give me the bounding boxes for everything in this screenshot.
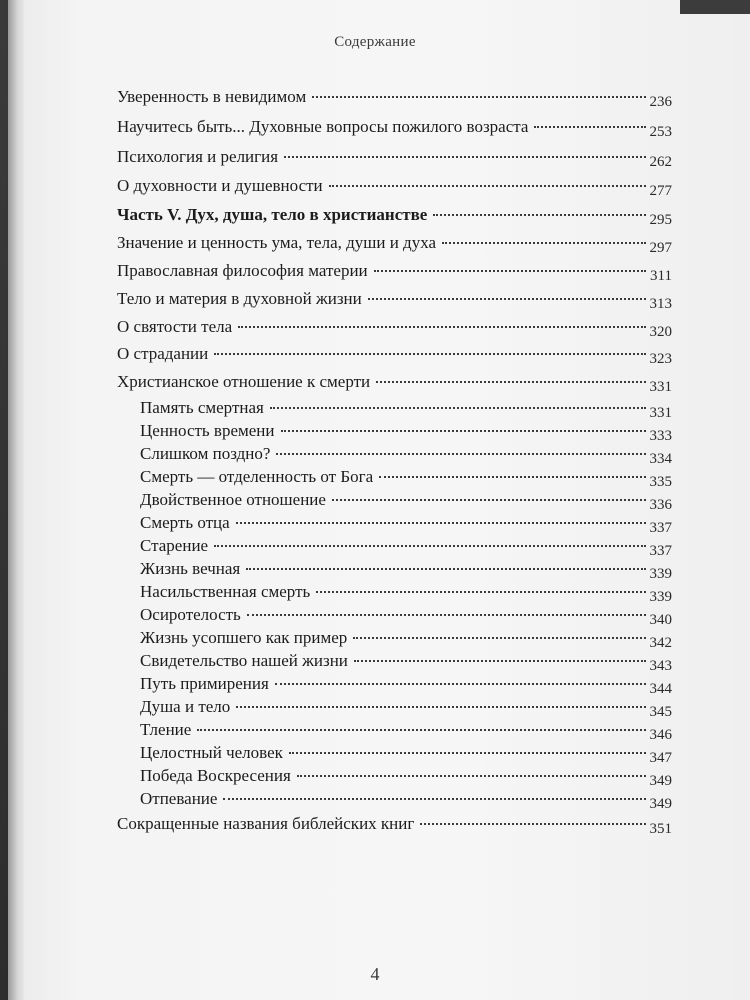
toc-entry-page: 351 [649, 821, 672, 837]
dot-leader [332, 499, 646, 501]
page-number: 4 [370, 964, 380, 984]
toc-entry-page: 320 [649, 324, 672, 340]
dot-leader [368, 298, 646, 300]
dot-leader [534, 126, 645, 128]
toc-entry-page: 345 [649, 704, 672, 720]
toc-entry [140, 650, 672, 673]
dot-leader [284, 156, 645, 158]
dot-leader [329, 185, 646, 187]
toc-entry-title: Победа Воскресения [140, 766, 291, 785]
toc-entry-page: 335 [649, 474, 672, 490]
toc-entry-page: 262 [649, 154, 672, 170]
dot-leader [374, 270, 646, 272]
toc-entry-title: Тело и материя в духовной жизни [117, 289, 362, 308]
dot-leader [223, 798, 645, 800]
toc-entry-page: 236 [649, 94, 672, 110]
toc-entry-page: 277 [649, 183, 672, 199]
toc-entry-page: 323 [649, 351, 672, 367]
dot-leader [214, 353, 645, 355]
dot-leader [289, 752, 646, 754]
toc-entry [117, 204, 672, 227]
toc-entry-page: 349 [649, 773, 672, 789]
toc-entry-page: 337 [649, 543, 672, 559]
toc-entry [140, 489, 672, 512]
toc-entry-title: Целостный человек [140, 743, 283, 762]
dot-leader [312, 96, 645, 98]
toc-entry-page: 342 [649, 635, 672, 651]
toc-entry-page: 343 [649, 658, 672, 674]
toc-entry [140, 581, 672, 604]
toc-entry-title: Смерть — отделенность от Бога [140, 467, 374, 486]
dot-leader [238, 326, 645, 328]
dot-leader [353, 637, 645, 639]
toc-entry-title: Христианское отношение к смерти [117, 372, 371, 391]
dot-leader [246, 568, 645, 570]
toc-entry-page: 311 [650, 268, 672, 284]
toc-entry [140, 765, 672, 788]
toc-entry-title: Отпевание [140, 789, 218, 808]
toc-entry-title: Ценность времени [140, 421, 275, 440]
toc-entry [140, 420, 672, 443]
dot-leader [316, 591, 645, 593]
dot-leader [197, 729, 645, 731]
toc-entry-title: Жизнь вечная [140, 559, 241, 578]
toc-entry [117, 175, 672, 198]
toc-entry-page: 339 [649, 566, 672, 582]
toc-entry-page: 313 [649, 296, 672, 312]
toc-entry-page: 331 [649, 405, 672, 421]
dot-leader [420, 823, 645, 825]
toc-entry-title: Душа и тело [140, 697, 231, 716]
toc-entry [140, 558, 672, 581]
toc-entry-page: 347 [649, 750, 672, 766]
toc-entry-title: О святости тела [117, 317, 233, 336]
toc-entry-page: 346 [649, 727, 672, 743]
toc-entry-title: Научитесь быть... Духовные вопросы пожилого возраста [117, 117, 529, 136]
toc-entry-title: Уверенность в невидимом [117, 87, 307, 106]
toc-entry-page: 349 [649, 796, 672, 812]
toc-entry [140, 788, 672, 811]
toc-entry-page: 297 [649, 240, 672, 256]
toc-entry-title: Смерть отца [140, 513, 230, 532]
toc-entry-title: Насильственная смерть [140, 582, 311, 601]
toc-entry-page: 340 [649, 612, 672, 628]
toc-entry-title: Свидетельство нашей жизни [140, 651, 348, 670]
toc-entry-title: Значение и ценность ума, тела, души и духа [117, 233, 437, 252]
toc-entry-page: 334 [649, 451, 672, 467]
toc-entry-title: Жизнь усопшего как пример [140, 628, 348, 647]
dot-leader [354, 660, 646, 662]
toc-entry-page: 337 [649, 520, 672, 536]
dot-leader [276, 453, 645, 455]
toc-entry [117, 86, 672, 109]
toc-entry [117, 813, 672, 836]
toc-entry [140, 512, 672, 535]
toc-entry [140, 397, 672, 420]
dot-leader [275, 683, 646, 685]
toc-entry [140, 627, 672, 650]
toc-entry-title: Часть V. Дух, душа, тело в христианстве [117, 205, 428, 224]
toc-entry-page: 295 [649, 212, 672, 228]
toc-entry-title: О страдании [117, 344, 209, 363]
toc-entry [117, 116, 672, 139]
dot-leader [379, 476, 645, 478]
toc-entry-title: Сокращенные названия библейских книг [117, 814, 415, 833]
toc-entry [140, 696, 672, 719]
toc-entry [140, 443, 672, 466]
toc-entry-page: 339 [649, 589, 672, 605]
toc-entry-title: О духовности и душевности [117, 176, 323, 195]
toc-entry [140, 466, 672, 489]
toc-entry-title: Путь примирения [140, 674, 269, 693]
toc-entry-title: Психология и религия [117, 147, 279, 166]
toc-entry [117, 371, 672, 394]
dot-leader [236, 706, 645, 708]
toc-entry-page: 336 [649, 497, 672, 513]
toc-entry-title: Двойственное отношение [140, 490, 326, 509]
dot-leader [297, 775, 646, 777]
toc-entry-title: Старение [140, 536, 209, 555]
toc-entry-title: Осиротелость [140, 605, 241, 624]
toc-entry [117, 146, 672, 169]
toc-entry-page: 333 [649, 428, 672, 444]
dot-leader [433, 214, 645, 216]
toc-entry-title: Православная философия материи [117, 261, 368, 280]
toc-entry-title: Тление [140, 720, 192, 739]
toc-entry [117, 288, 672, 311]
dot-leader [214, 545, 645, 547]
dot-leader [236, 522, 646, 524]
toc-entry-page: 344 [649, 681, 672, 697]
toc-entry [140, 719, 672, 742]
toc-entry [140, 604, 672, 627]
running-head: Содержание [334, 34, 416, 50]
dot-leader [281, 430, 646, 432]
toc-entry-title: Память смертная [140, 398, 264, 417]
toc-entry [117, 232, 672, 255]
dot-leader [270, 407, 646, 409]
toc-entry [117, 260, 672, 283]
toc-entry [140, 673, 672, 696]
dot-leader [247, 614, 646, 616]
toc-entry [140, 742, 672, 765]
dot-leader [442, 242, 645, 244]
toc-entry-title: Слишком поздно? [140, 444, 271, 463]
toc-entry [117, 316, 672, 339]
toc-entry-page: 331 [649, 379, 672, 395]
dot-leader [376, 381, 645, 383]
toc-entry [140, 535, 672, 558]
toc-entry-page: 253 [649, 124, 672, 140]
toc-entry [117, 343, 672, 366]
